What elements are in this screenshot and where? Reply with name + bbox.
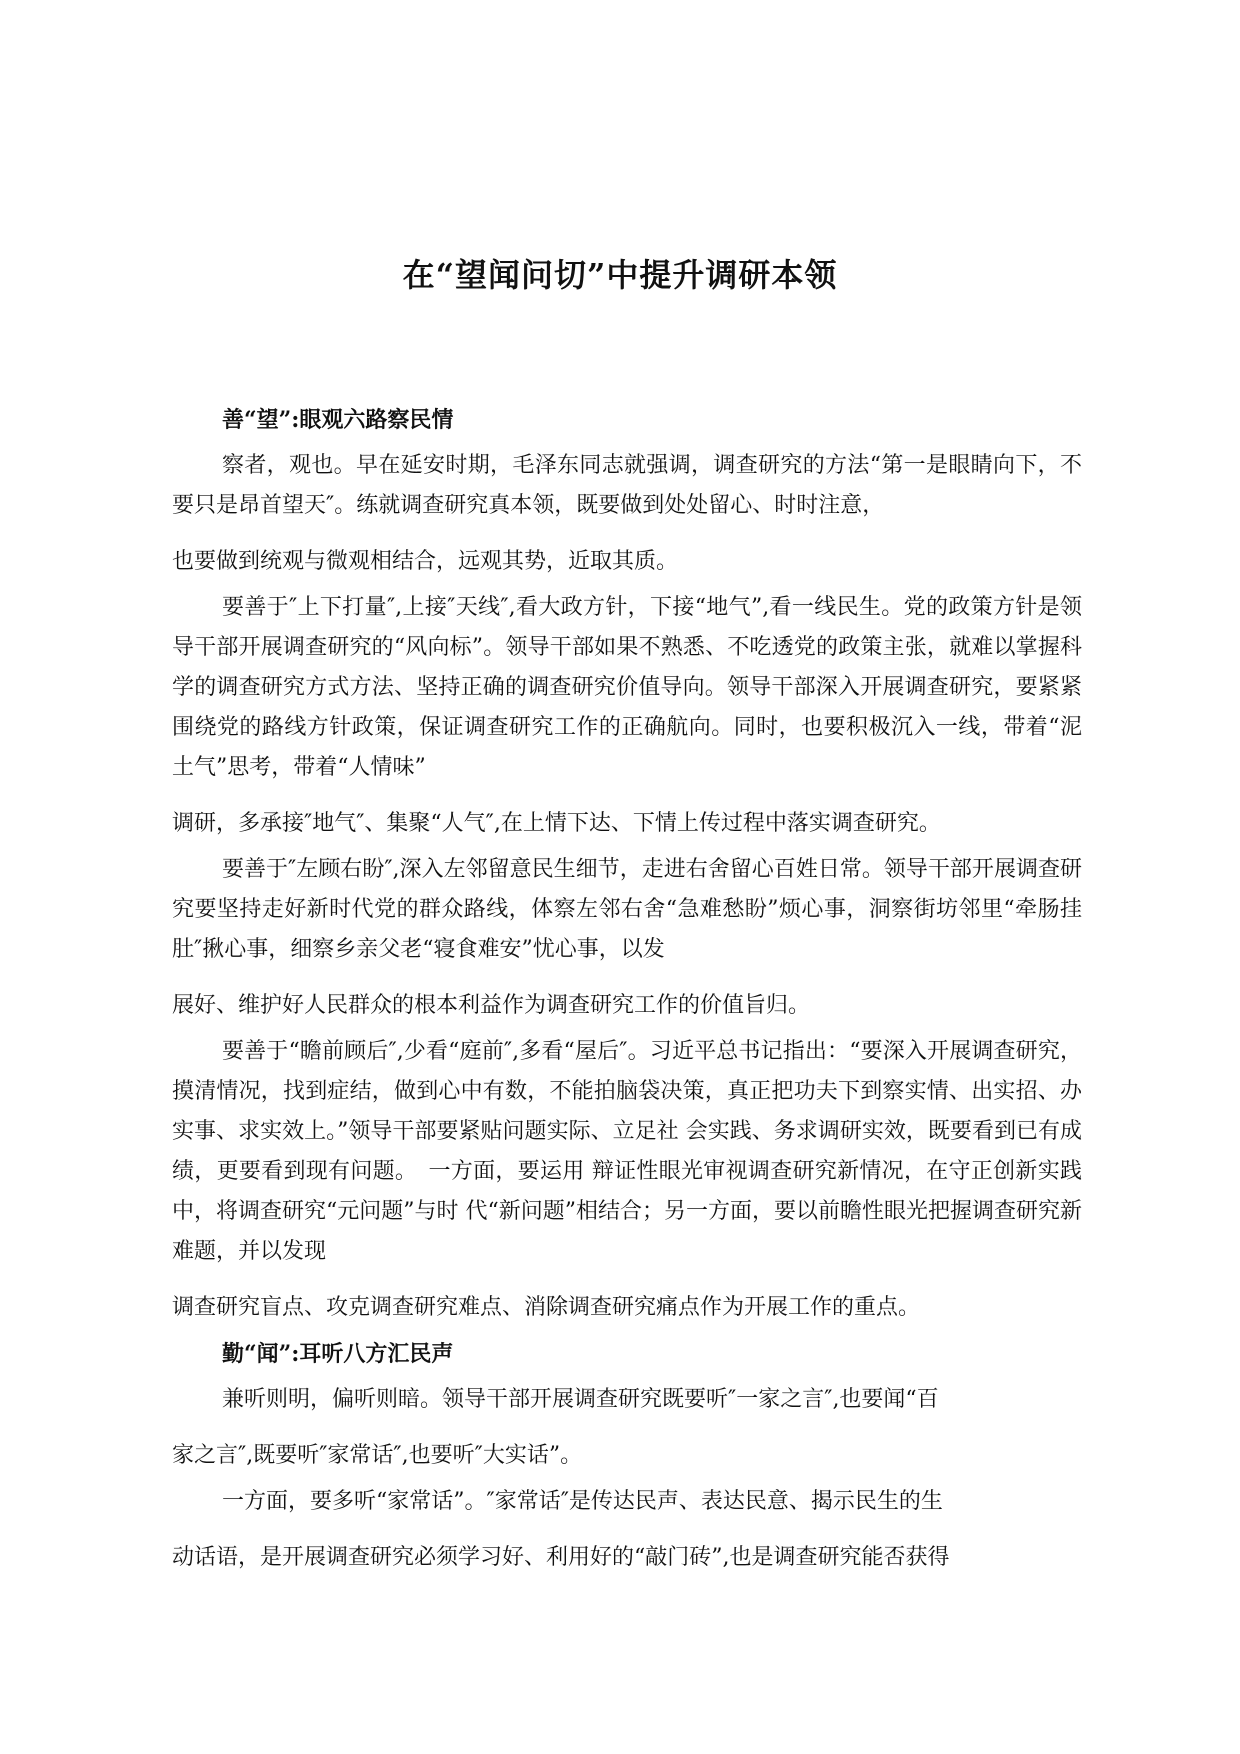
paragraph: 察者，观也。早在延安时期，毛泽东同志就强调，调查研究的方法“第一是眼睛向下，不要只是昂首望天″。练就调查研究真本领，既要做到处处留心、时时注意，: [172, 453, 1082, 518]
document-body: [172, 400, 1082, 1584]
paragraph-continuation: 也要做到统观与微观相结合，远观其势，近取其质。: [172, 549, 679, 574]
paragraph: 一方面，要多听“家常话”。″家常话″是传达民声、表达民意、揭示民生的生: [222, 1489, 943, 1514]
paragraph: 要善于“瞻前顾后″,少看“庭前″,多看“屋后″。习近平总书记指出：“要深入开展调查研究，摸清情况，找到症结，做到心中有数，不能拍脑袋决策，真正把功夫下到察实情、出实招、办实事、求实效上。”领导干部要紧贴问题实际、立足社 会实践、务求调研实效，既要看到已有成绩，更要看到现有问题。 一方面，要运用 辩证性眼光审视调查研究新情况，在守正创新实践中，将调查研究“元问题”与时 代“新问题”相结合；另一方面，要以前瞻性眼光把握调查研究新难题，并以发现: [172, 1039, 1082, 1264]
paragraph-continuation: 调研，多承接″地气″、集聚“人气″,在上情下达、下情上传过程中落实调查研究。: [172, 811, 941, 836]
paragraph-continuation: 动话语，是开展调查研究必须学习好、利用好的“敲门砖”,也是调查研究能否获得: [172, 1545, 950, 1570]
paragraph-continuation: 展好、维护好人民群众的根本利益作为调查研究工作的价值旨归。: [172, 993, 811, 1018]
paragraph: 要善于″上下打量″,上接″天线″,看大政方针，下接“地气”,看一线民生。党的政策方针是领导干部开展调查研究的“风向标”。领导干部如果不熟悉、不吃透党的政策主张，就难以掌握科学的调查研究方式方法、坚持正确的调查研究价值导向。领导干部深入开展调查研究，要紧紧围绕党的路线方针政策，保证调查研究工作的正确航向。同时，也要积极沉入一线，带着“泥土气”思考，带着“人情味”: [172, 595, 1082, 780]
paragraph: 要善于″左顾右盼″,深入左邻留意民生细节，走进右舍留心百姓日常。领导干部开展调查研究要坚持走好新时代党的群众路线，体察左邻右舍“急难愁盼”烦心事，洞察街坊邻里“牵肠挂肚″揪心事，细察乡亲父老“寝食难安”忧心事，以发: [172, 857, 1082, 962]
page-title: 在“望闻问切”中提升调研本领: [402, 256, 838, 294]
paragraph-continuation: 调查研究盲点、攻克调查研究难点、消除调查研究痛点作为开展工作的重点。: [172, 1295, 921, 1320]
paragraph-continuation: 家之言″,既要听″家常话″,也要听″大实话”。: [172, 1443, 583, 1468]
paragraph: 兼听则明，偏听则暗。领导干部开展调查研究既要听″一家之言″,也要闻“百: [222, 1387, 939, 1412]
section-heading-wang: 善“望”:眼观六路察民情: [222, 407, 454, 433]
section-heading-wen: 勤“闻”:耳听八方汇民声: [222, 1341, 454, 1367]
